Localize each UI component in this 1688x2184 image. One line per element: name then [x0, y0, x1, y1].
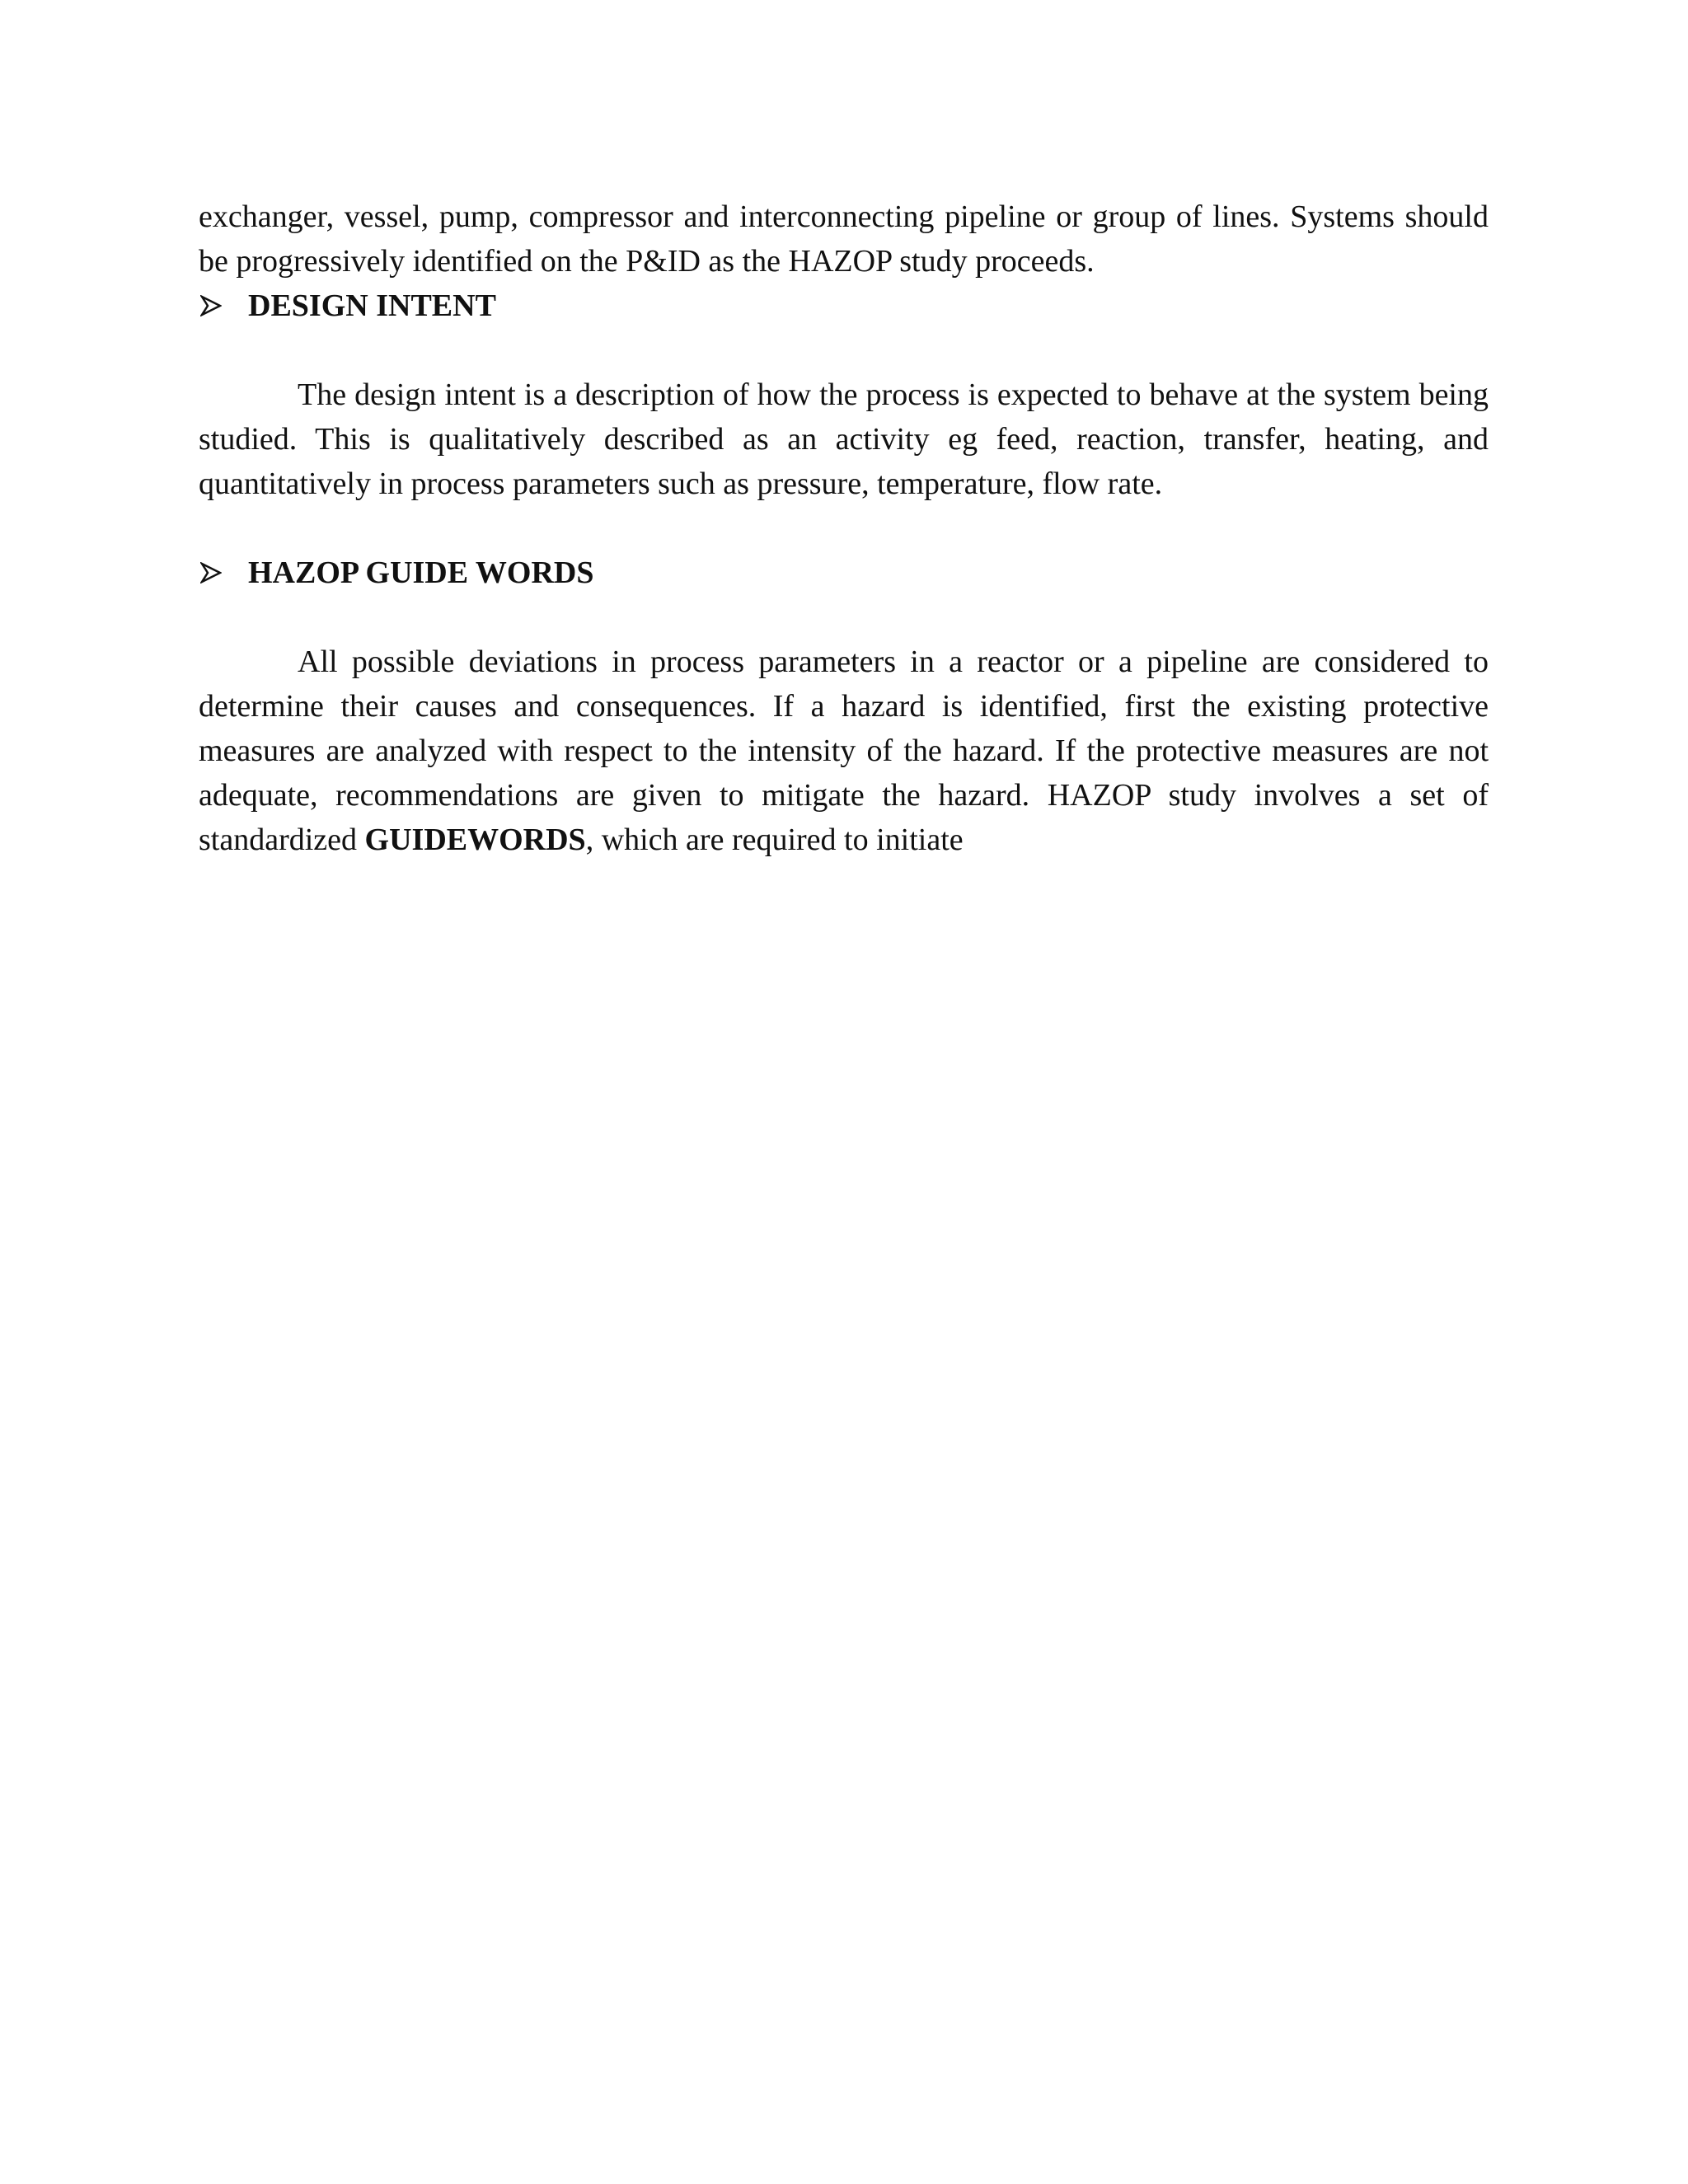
- arrowhead-bullet-icon: [199, 551, 223, 595]
- paragraph-text: , which are required to initiate: [585, 823, 964, 857]
- spacer: [199, 595, 1489, 640]
- intro-paragraph: exchanger, vessel, pump, compressor and interconnecting pipeline or group of lines. Systems should be progressively identified on the P&ID as the HAZOP study proceeds.: [199, 199, 1489, 279]
- bold-term-guidewords: GUIDEWORDS: [364, 823, 586, 857]
- design-intent-paragraph: The design intent is a description of how the process is expected to behave at the system being studied. This is qualitatively described as an activity eg feed, reaction, transfer, heating, and quantitatively in process parameters such as pressure, temperature, flow rate.: [199, 377, 1489, 501]
- section-heading-text: DESIGN INTENT: [248, 288, 496, 323]
- arrowhead-bullet-icon: [199, 284, 223, 328]
- document-body: [199, 194, 1489, 862]
- section-heading-text: HAZOP GUIDE WORDS: [248, 555, 594, 590]
- section-heading-hazop-guide-words: [199, 551, 1489, 595]
- spacer: [199, 328, 1489, 373]
- section-heading-design-intent: [199, 284, 1489, 328]
- spacer: [199, 506, 1489, 551]
- hazop-guide-words-paragraph: [199, 640, 1489, 862]
- paragraph-text: All possible deviations in process parameters in a reactor or a pipeline are considered to determine their causes and consequences. If a hazard is identified, first the existing protective measures are analyzed with respect to the intensity of the hazard. If the protective measures are not adequate, recommendations are given to mitigate the hazard. HAZOP study involves a set of standardized: [199, 644, 1489, 857]
